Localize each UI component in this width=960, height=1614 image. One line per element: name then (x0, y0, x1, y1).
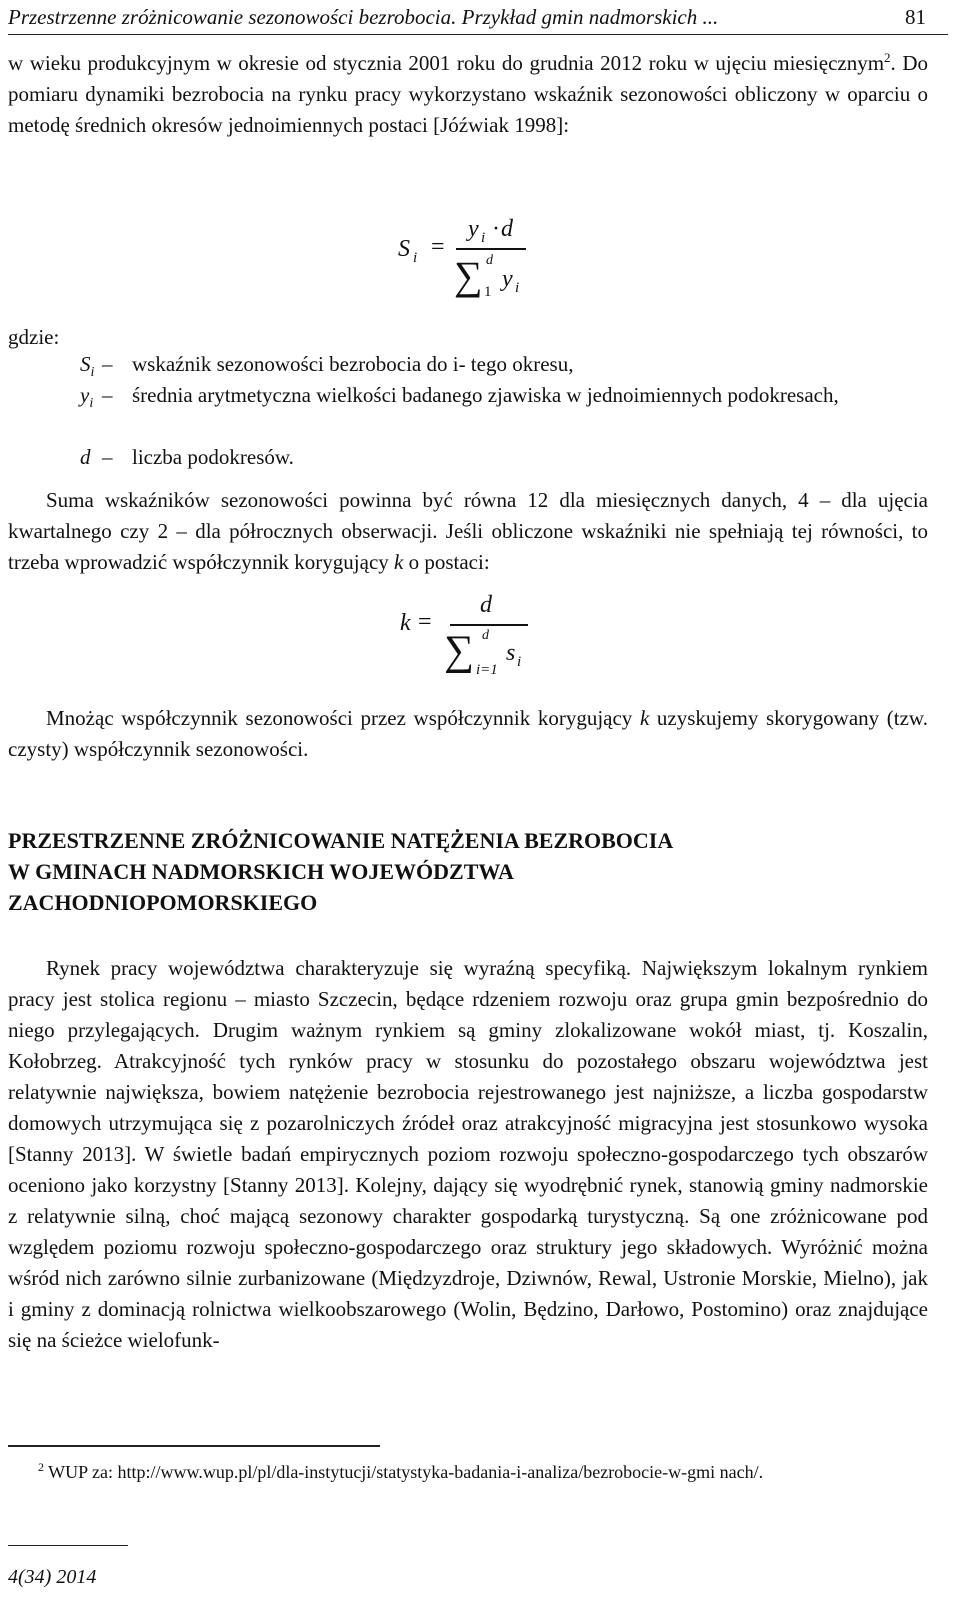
paragraph-3-text-a: Mnożąc współczynnik sezonowości przez współczynnik korygujący (46, 706, 640, 730)
section-heading (8, 825, 908, 918)
footnote-number: 2 (38, 1460, 44, 1474)
formula1-num-dot: · (492, 216, 500, 242)
running-head-title: Przestrzenne zróżnicowanie sezonowości bezrobocia. Przykład gmin nadmorskich ... (8, 5, 719, 29)
section-heading-line: ZACHODNIOPOMORSKIEGO (8, 890, 318, 915)
legend-text: liczba podokresów. (132, 445, 294, 469)
legend-item (80, 349, 930, 380)
footnote-ref: 2 (884, 50, 891, 65)
formula2-fraction-bar (450, 624, 528, 626)
legend-symbol: $y_i$ (80, 383, 94, 412)
legend-dash: – (102, 445, 113, 469)
formula1-den-sub: i (515, 280, 520, 296)
page-number: 81 (905, 5, 926, 29)
legend-dash: – (102, 352, 113, 376)
footer-divider (8, 1545, 128, 1546)
paragraph-1-text-a: w wieku produkcyjnym w okresie od stycznia 2001 roku do grudnia 2012 roku w ujęciu miesięcznym (8, 51, 885, 75)
formula1-lhs-sub: i (413, 250, 418, 266)
footnote (8, 1458, 928, 1486)
footnote-divider (8, 1445, 380, 1447)
formula1-den-y: y (502, 266, 513, 292)
formula2-lhs: k (400, 610, 411, 636)
formula1-num-d: d (501, 216, 513, 242)
paragraph-2-text-a: Suma wskaźników sezonowości powinna być równa 12 dla miesięcznych danych, 4 – dla ujęcia kwartalnego czy 2 – dla półrocznych obserwacji. Jeśli obliczone wskaźniki nie spełniają tej równości, to trzeba wprowadzić współczynnik korygujący (8, 488, 928, 574)
variable-k: k (639, 706, 650, 730)
legend-symbol: $S_i$ (80, 352, 95, 381)
formula2-num: d (480, 592, 492, 618)
section-heading-line: PRZESTRZENNE ZRÓŻNICOWANIE NATĘŻENIA BEZROBOCIA (8, 828, 674, 853)
paragraph-3 (8, 703, 928, 765)
legend-dash: – (102, 383, 113, 407)
formula1-sigma: ∑ (454, 253, 483, 298)
formula2-sum-lower: i=1 (476, 662, 498, 678)
formula1-sum-lower: 1 (484, 284, 492, 300)
section-heading-line: W GMINACH NADMORSKICH WOJEWÓDZTWA (8, 859, 514, 884)
paragraph-1 (8, 48, 928, 141)
issue-footer: 4(34) 2014 (8, 1566, 97, 1588)
formula2-sigma: ∑ (444, 628, 474, 674)
formula1-equals: = (431, 234, 445, 260)
symbol-legend (80, 349, 930, 473)
formula2-den-s: s (506, 640, 516, 666)
formula-seasonality-index (396, 208, 556, 308)
formula1-lhs: S (398, 236, 410, 262)
legend-item (80, 442, 930, 473)
legend-text: średnia arytmetyczna wielkości badanego zjawiska w jednoimiennych podokresach, (132, 383, 839, 407)
formula2-sum-upper: d (482, 628, 489, 643)
paragraph-1-text-b: . Do pomiaru dynamiki bezrobocia na rynku pracy wykorzystano wskaźnik sezonowości obliczony w oparciu o metodę średnich okresów jednoimiennych postaci [Jóźwiak 1998]: (8, 51, 928, 137)
legend-text: wskaźnik sezonowości bezrobocia do i- tego okresu, (132, 352, 574, 376)
formula2-den-sub: i (517, 654, 522, 670)
variable-k: k (394, 550, 404, 574)
legend-intro: gdzie: (8, 325, 60, 349)
legend-symbol: d (80, 445, 91, 469)
paragraph-4: Rynek pracy województwa charakteryzuje się wyraźną specyfiką. Największym lokalnym rynkiem pracy jest stolica regionu – miasto Szczecin, będące rdzeniem rozwoju oraz grupa gmin bezpośrednio do niego przylegających. Drugim ważnym rynkiem są gminy zlokalizowane wokół miast, tj. Koszalin, Kołobrzeg. Atrakcyjność tych rynków pracy w stosunku do pozostałego obszaru województwa jest relatywnie największa, bowiem natężenie bezrobocia rejestrowanego jest najniższe, a liczba gospodarstw domowych utrzymująca się z pozarolniczych źródeł oraz atrakcyjność migracyjna jest stosunkowo wysoka [Stanny 2013]. W świetle badań empirycznych poziom rozwoju społeczno-gospodarczego tych obszarów oceniono jako korzystny [Stanny 2013]. Kolejny, dający się wyodrębnić rynek, stanowią gminy nadmorskie z relatywnie silną, choć mającą sezonowy charakter gospodarką turystyczną. Są one zróżnicowane pod względem poziomu rozwoju społeczno-gospodarczego oraz struktury jego składowych. Wyróżnić można wśród nich zarówno silnie zurbanizowane (Międzyzdroje, Dziwnów, Rewal, Ustronie Morskie, Mielno), jak i gminy z dominacją rolnictwa wielkoobszarowego (Wolin, Będzino, Darłowo, Postomino) oraz znajdujące się na ścieżce wielofunk- (8, 956, 928, 1352)
running-head (8, 2, 948, 35)
formula1-fraction-bar (456, 248, 526, 250)
formula2-equals: = (418, 609, 432, 635)
formula1-num-y: y (468, 216, 479, 242)
paragraph-2-text-b: o postaci: (403, 550, 490, 574)
formula-correction-coefficient (396, 588, 556, 688)
formula1-sum-upper: d (486, 253, 493, 268)
formula1-num-sub: i (481, 230, 486, 246)
footnote-text: WUP za: http://www.wup.pl/pl/dla-instytucji/statystyka-badania-i-analiza/bezrobocie-w-gmi nach/. (44, 1462, 764, 1482)
legend-item (80, 380, 930, 442)
paragraph-3-text-b: uzyskujemy skorygowany (tzw. czysty) współczynnik sezonowości. (8, 706, 928, 761)
paragraph-2 (8, 485, 928, 578)
